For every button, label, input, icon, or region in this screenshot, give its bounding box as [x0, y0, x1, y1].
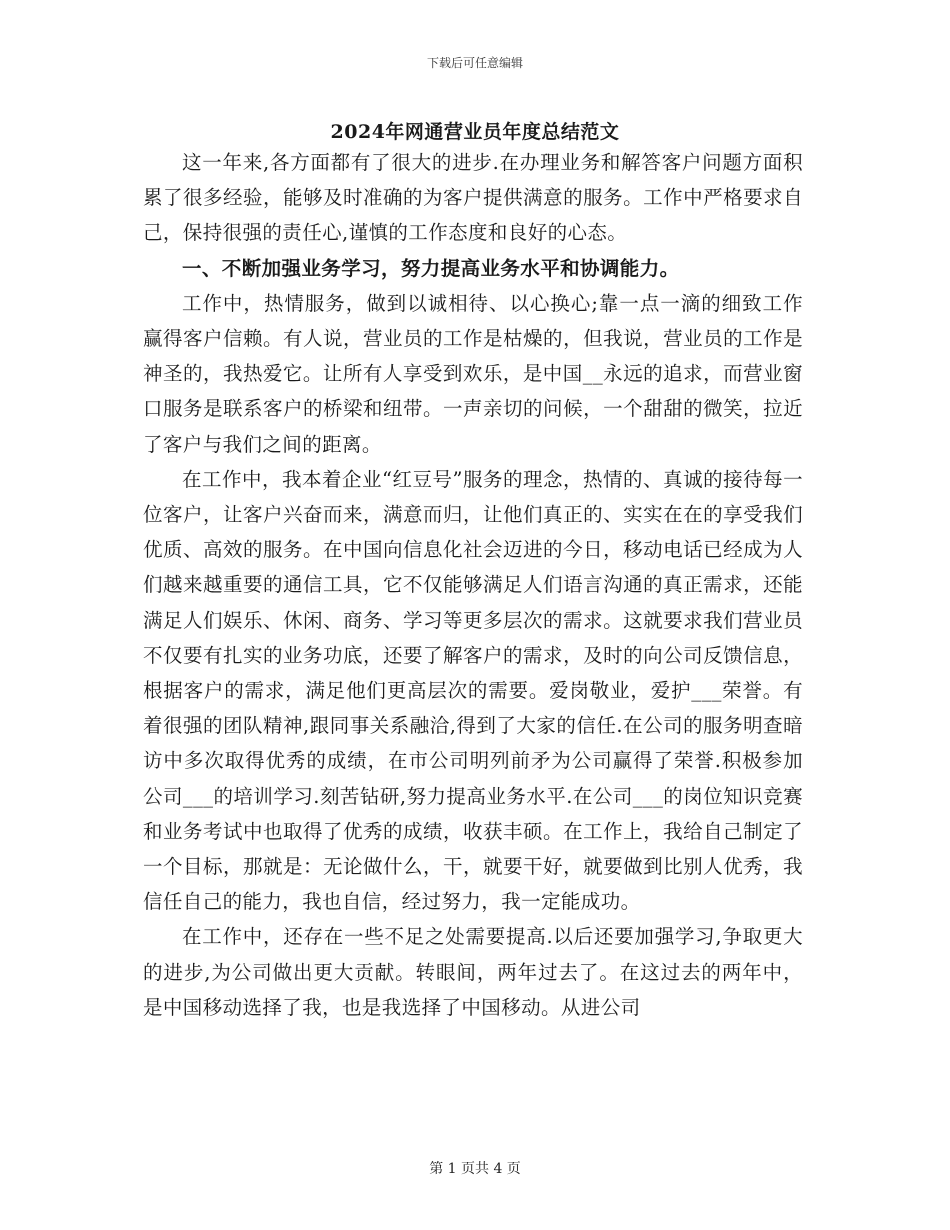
header-note: 下载后可任意编辑 [426, 56, 523, 70]
paragraph-shortcomings: 在工作中，还存在一些不足之处需要提高.以后还要加强学习,争取更大的进步,为公司做出更大贡献。转眼间，两年过去了。在这过去的两年中，是中国移动选择了我，也是我选择了中国移动。从进公司 [143, 925, 803, 1019]
document-body [143, 145, 803, 1025]
paragraph-intro: 这一年来,各方面都有了很大的进步.在办理业务和解答客户问题方面积累了很多经验，能够及时准确的为客户提供满意的服务。工作中严格要求自己，保持很强的责任心,谨慎的工作态度和良好的心态。 [143, 151, 803, 245]
paragraph-service: 工作中，热情服务，做到以诚相待、以心换心;靠一点一滴的细致工作赢得客户信赖。有人说，营业员的工作是枯燥的，但我说，营业员的工作是神圣的，我热爱它。让所有人享受到欢乐，是中国__永远的追求，而营业窗口服务是联系客户的桥梁和纽带。一声亲切的问候，一个甜甜的微笑，拉近了客户与我们之间的距离。 [143, 291, 803, 456]
page-footer: 第 1 页共 4 页 [429, 1161, 521, 1177]
document-title: 2024年网通营业员年度总结范文 [330, 121, 620, 143]
section-heading-1: 一、不断加强业务学习，努力提高业务水平和协调能力。 [182, 256, 680, 280]
paragraph-work-philosophy: 在工作中，我本着企业“红豆号”服务的理念，热情的、真诚的接待每一位客户，让客户兴奋而来，满意而归，让他们真正的、实实在在的享受我们优质、高效的服务。在中国向信息化社会迈进的今日，移动电话已经成为人们越来越重要的通信工具，它不仅能够满足人们语言沟通的真正需求，还能满足人们娱乐、休闲、商务、学习等更多层次的需求。这就要求我们营业员不仅要有扎实的业务功底，还要了解客户的需求，及时的向公司反馈信息，根据客户的需求，满足他们更高层次的需要。爱岗敬业，爱护___荣誉。有着很强的团队精神,跟同事关系融洽,得到了大家的信任.在公司的服务明查暗访中多次取得优秀的成绩，在市公司明列前矛为公司赢得了荣誉.积极参加公司___的培训学习.刻苦钻研,努力提高业务水平.在公司___的岗位知识竞赛和业务考试中也取得了优秀的成绩，收获丰硕。在工作上，我给自己制定了一个目标，那就是：无论做什么，干，就要干好，就要做到比别人优秀，我信任自己的能力，我也自信，经过努力，我一定能成功。 [143, 467, 803, 914]
